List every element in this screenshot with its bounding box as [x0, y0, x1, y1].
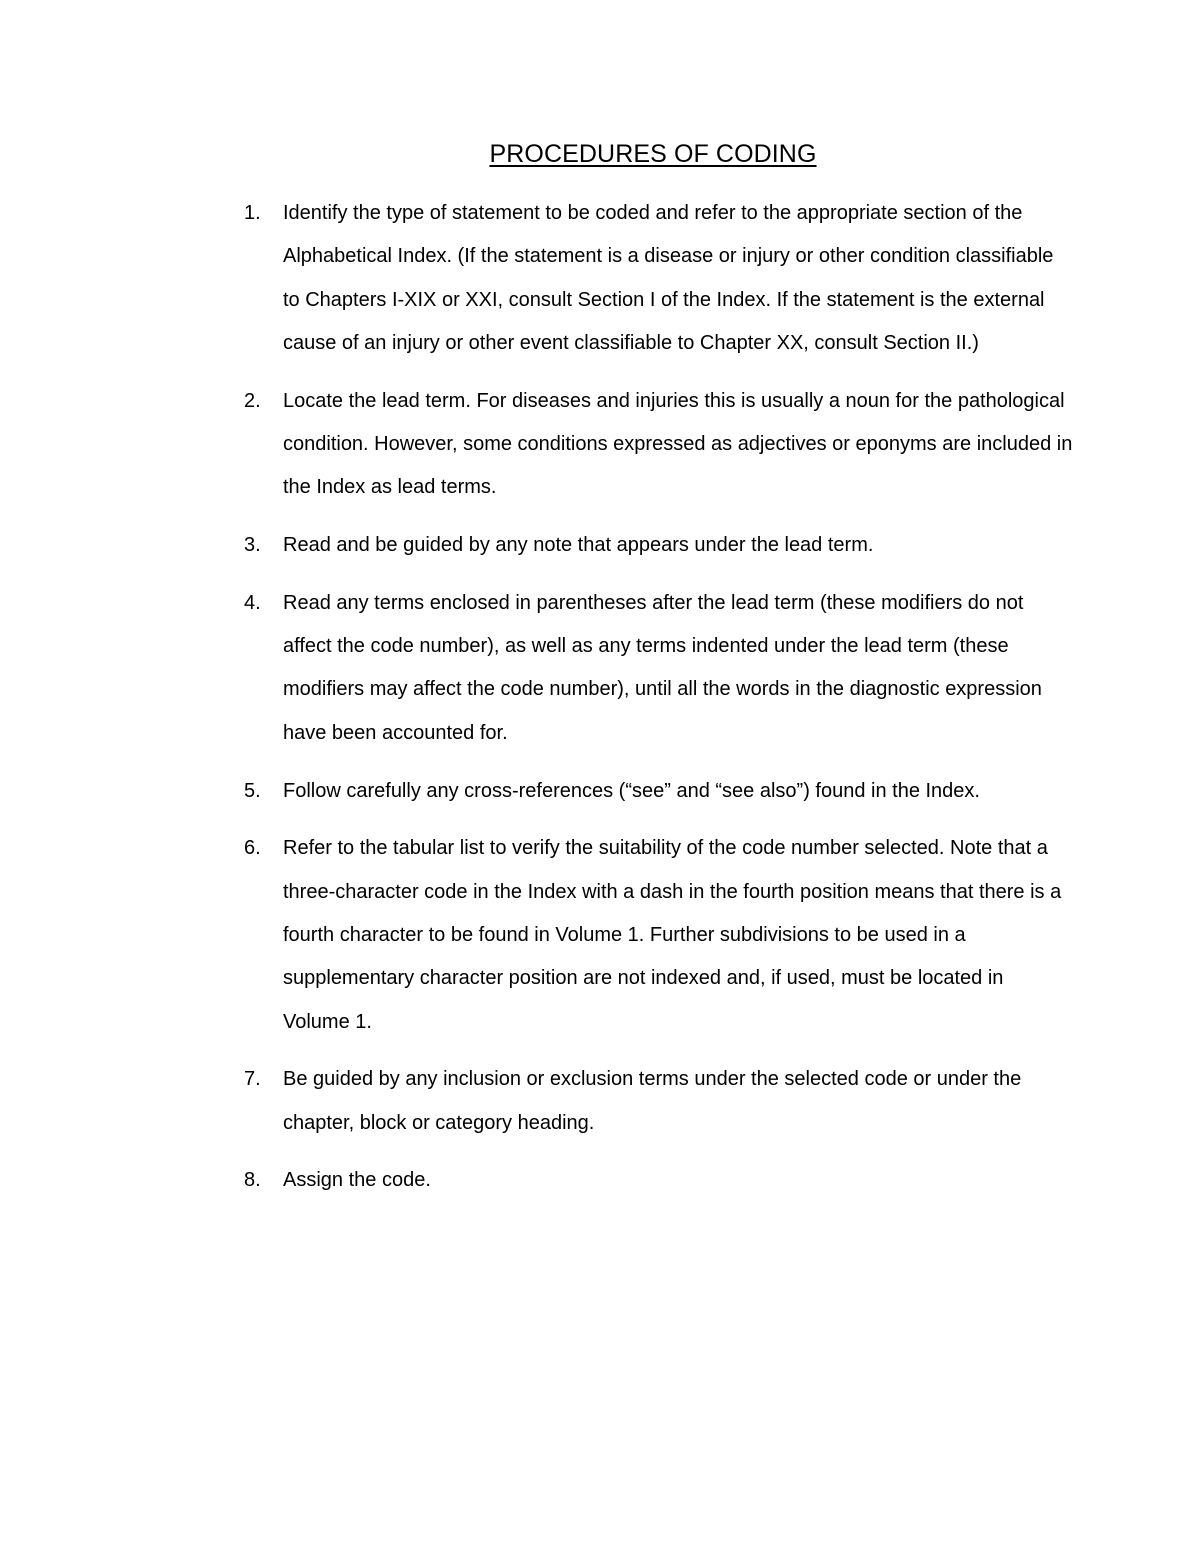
- step-text: Follow carefully any cross-references (“see” and “see also”) found in the Index.: [283, 779, 980, 802]
- procedure-step-1: [244, 192, 1074, 365]
- step-text: Read any terms enclosed in parentheses after the lead term (these modifiers do not affect the code number), as well as any terms indented under the lead term (these modifiers may affect the code number), until all the words in the diagnostic expression have been accounted for.: [283, 591, 1042, 744]
- step-number: 6.: [244, 837, 261, 860]
- step-number: 5.: [244, 779, 261, 802]
- step-number: 7.: [244, 1068, 261, 1091]
- step-number: 4.: [244, 591, 261, 614]
- procedure-step-4: [244, 582, 1074, 755]
- procedure-step-5: [244, 770, 1074, 813]
- procedure-step-7: [244, 1058, 1074, 1145]
- procedure-step-6: [244, 827, 1074, 1043]
- document-title: PROCEDURES OF CODING: [489, 140, 817, 168]
- step-text: Identify the type of statement to be coded and refer to the appropriate section of the Alphabetical Index. (If the statement is a disease or injury or other condition classifiable to Chapters I-XIX or XXI, consult Section I of the Index. If the statement is the external cause of an injury or other event classifiable to Chapter XX, consult Section II.): [283, 202, 1054, 354]
- step-number: 1.: [244, 202, 261, 224]
- step-text: Read and be guided by any note that appears under the lead term.: [283, 534, 874, 557]
- step-number: 2.: [244, 389, 261, 412]
- step-text: Be guided by any inclusion or exclusion terms under the selected code or under the chapter, block or category heading.: [283, 1068, 1022, 1134]
- procedure-step-8: [244, 1159, 1074, 1202]
- step-number: 8.: [244, 1169, 261, 1192]
- step-text: Assign the code.: [283, 1169, 431, 1192]
- procedure-step-2: [244, 380, 1074, 510]
- step-number: 3.: [244, 534, 261, 557]
- procedure-steps-list: [244, 192, 1074, 1217]
- step-text: Refer to the tabular list to verify the suitability of the code number selected. Note that a three-character code in the Index with a dash in the fourth position means that there is a fourth character to be found in Volume 1. Further subdivisions to be used in a supplementary character position are not indexed and, if used, must be located in Volume 1.: [283, 837, 1062, 1033]
- procedure-step-3: [244, 524, 1074, 567]
- step-text: Locate the lead term. For diseases and injuries this is usually a noun for the pathological condition. However, some conditions expressed as adjectives or eponyms are included in the Index as lead terms.: [283, 389, 1073, 499]
